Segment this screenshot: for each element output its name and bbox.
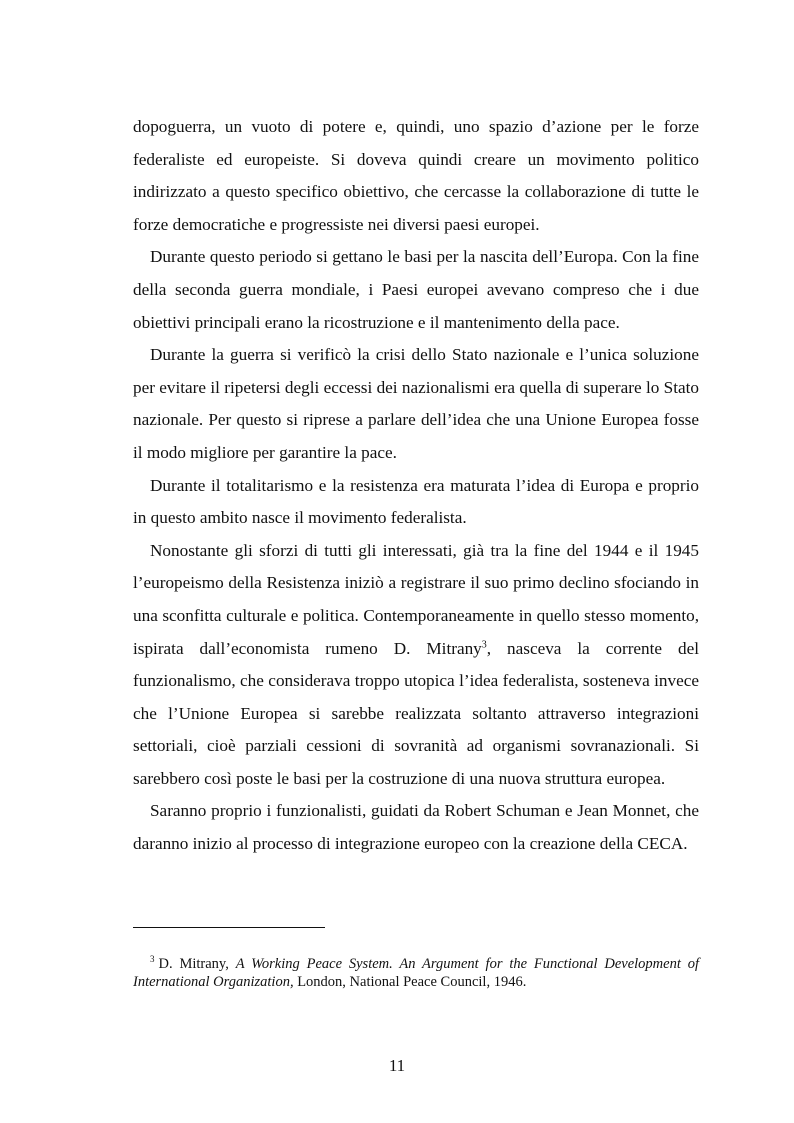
footnote-publication: London, National Peace Council, 1946.: [293, 974, 527, 990]
paragraph-with-footnote-ref: [133, 535, 699, 796]
footnote-number: 3: [150, 954, 155, 965]
paragraph-text-after-ref: , nasceva la corrente del funzionalismo, che considerava troppo utopica l’idea federalista, sosteneva invece che l’Unione Europea si sarebbe realizzata soltanto attraverso integrazioni settoriali, cioè parziali cessioni di sovranità ad organismi sovranazionali. Si sarebbero così poste le basi per la costruzione di una nuova struttura europea.: [133, 638, 699, 788]
footnote-separator: [133, 927, 325, 928]
paragraph-continuation: dopoguerra, un vuoto di potere e, quindi, uno spazio d’azione per le forze federaliste ed europeiste. Si doveva quindi creare un movimento politico indirizzato a questo specifico obiettivo, che cercasse la collaborazione di tutte le forze democratiche e progressiste nei diversi paesi europei.: [133, 117, 699, 234]
paragraph: Saranno proprio i funzionalisti, guidati da Robert Schuman e Jean Monnet, che daranno inizio al processo di integrazione europeo con la creazione della CECA.: [133, 801, 699, 854]
paragraph: Durante questo periodo si gettano le basi per la nascita dell’Europa. Con la fine della seconda guerra mondiale, i Paesi europei avevano compreso che i due obiettivi principali erano la ricostruzione e il mantenimento della pace.: [133, 247, 699, 332]
paragraph: Durante la guerra si verificò la crisi dello Stato nazionale e l’unica soluzione per evitare il ripetersi degli eccessi dei nazionalismi era quella di superare lo Stato nazionale. Per questo si riprese a parlare dell’idea che una Unione Europea fosse il modo migliore per garantire la pace.: [133, 345, 699, 462]
page-number: 11: [388, 1056, 406, 1075]
footnote-author: D. Mitrany,: [158, 956, 236, 972]
paragraph: Durante il totalitarismo e la resistenza era maturata l’idea di Europa e proprio in questo ambito nasce il movimento federalista.: [133, 475, 699, 528]
footnote: [133, 955, 699, 991]
footnote-reference-marker[interactable]: 3: [481, 638, 487, 650]
paragraph-text-before-ref: Nonostante gli sforzi di tutti gli interessati, già tra la fine del 1944 e il 1945 l’europeismo della Resistenza iniziò a registrare il suo primo declino sfociando in una sconfitta culturale e politica. Contemporaneamente in quello stesso momento, ispirata dall’economista rumeno D. Mitrany: [133, 540, 699, 658]
footnote-title: A Working Peace System. An Argument for the Functional Development of International Organization,: [133, 956, 699, 990]
body-text: [133, 111, 699, 861]
